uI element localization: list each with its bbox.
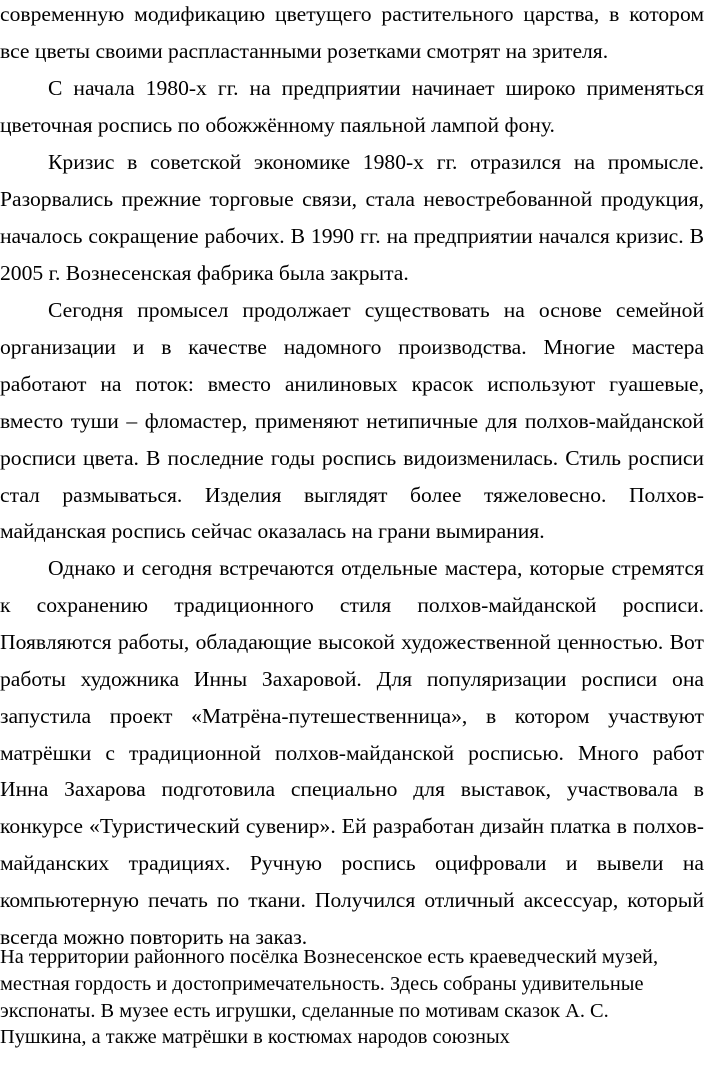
- paragraph-1980s-painting: С начала 1980-х гг. на предприятии начинает широко применяться цветочная роспись по обожжённому паяльной лампой фону.: [0, 76, 704, 137]
- paragraph-museum: На территории районного посёлка Вознесенское есть краеведческий музей, местная гордость и достопримечательность. Здесь собраны удивительные экспонаты. В музее есть игрушки, сделанные по мотивам сказок А. С. Пушкина, а также матрёшки в костюмах народов союзных: [0, 946, 659, 1049]
- paragraph-masters: Однако и сегодня встречаются отдельные мастера, которые стремятся к сохранению традиционного стиля полхов-майданской росписи. Появляются работы, обладающие высокой художественной ценностью. Вот работы художника Инны Захаровой. Для популяризации росписи она запустила проект «Матрёна-путешественница», в котором участвуют матрёшки с традиционной полхов-майданской росписью. Много работ Инна Захарова подготовила специально для выставок, участвовала в конкурсе «Туристический сувенир». Ей разработан дизайн платка в полхов-майданских традициях. Ручную роспись оцифровали и вывели на компьютерную печать по ткани. Получился отличный аксессуар, который всегда можно повторить на заказ.: [0, 556, 704, 950]
- paragraph-crisis: Кризис в советской экономике 1980-х гг. отразился на промысле. Разорвались прежние торговые связи, стала невостребованной продукция, началось сокращение рабочих. В 1990 гг. на предприятии начался кризис. В 2005 г. Вознесенская фабрика была закрыта.: [0, 150, 704, 285]
- paragraph-today: Сегодня промысел продолжает существовать на основе семейной организации и в качестве надомного производства. Многие мастера работают на поток: вместо анилиновых красок используют гуашевые, вместо туши – фломастер, применяют нетипичные для полхов-майданской росписи цвета. В последние годы роспись видоизменилась. Стиль росписи стал размываться. Изделия выглядят более тяжеловесно. Полхов-майданская роспись сейчас оказалась на грани вымирания.: [0, 298, 704, 544]
- paragraph-flower-realm: современную модификацию цветущего растительного царства, в котором все цветы своими распластанными розетками смотрят на зрителя.: [0, 2, 704, 63]
